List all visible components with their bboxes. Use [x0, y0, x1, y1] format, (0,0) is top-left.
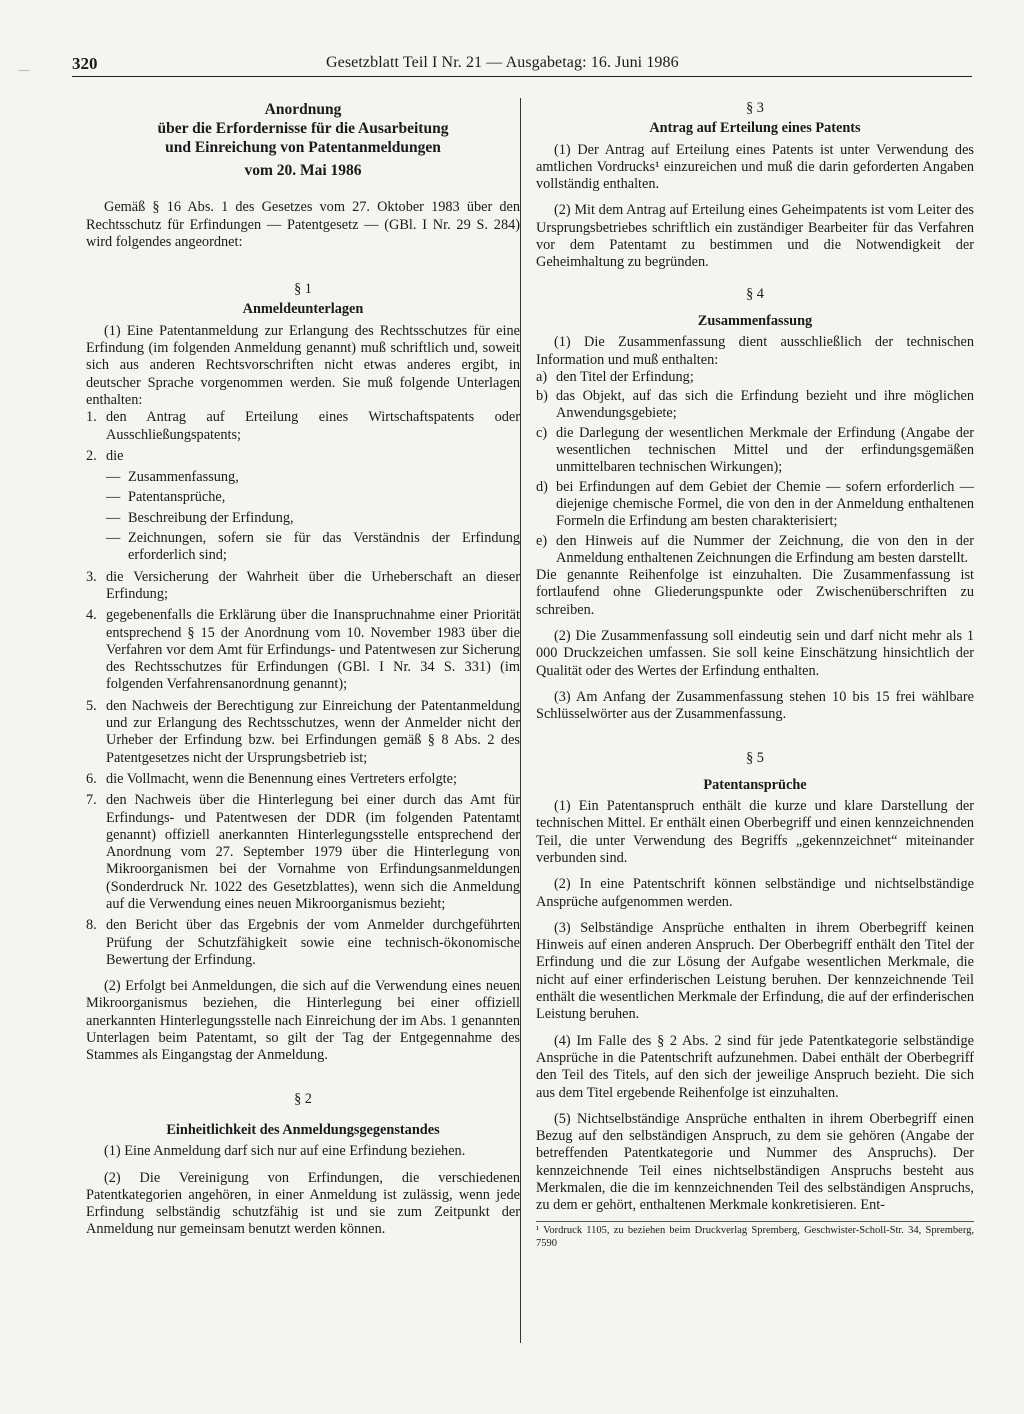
s1-paragraph-1: (1) Eine Patentanmeldung zur Erlangung des Rechtsschutzes für eine Erfindung (im folgenden Anmeldung genannt) muß schriftlich und, soweit sich aus anderen Rechtsvorschriften nicht etwas anderes ergibt, in deutscher Sprache vorgenommen werden. Sie muß folgende Unterlagen enthalten:	[86, 322, 520, 408]
s1-paragraph-2: (2) Erfolgt bei Anmeldungen, die sich auf die Verwendung eines neuen Mikroorganismus beziehen, die Hinterlegung bei einer offiziell anerkannten Hinterlegungsstelle nach Einreichung der im Abs. 1 genannten Unterlagen beim Patentamt, so gilt der Tag der Entgegennahme des Stammes als Eingangstag der Anmeldung.	[86, 978, 520, 1064]
list-item: 5. den Nachweis der Berechtigung zur Einreichung der Patentanmeldung und zur Erlangung des Rechtsschutzes, wenn der Anmelder nicht der Urheber der Erfindung bzw. bei Erfindungen gemäß § 8 Abs. 2 des Patentgesetzes nicht der Ursprungsbetrieb ist;	[86, 697, 520, 766]
page-header	[72, 54, 972, 76]
s5-paragraph-4: (4) Im Falle des § 2 Abs. 2 sind für jede Patentkategorie selbständige Ansprüche in die Patentschrift aufzunehmen. Dabei enthält der Oberbegriff den Teil des Titels, auf den sich der jeweilige Anspruch bezieht. Die sich aus dem Titel ergebende Reihenfolge ist einzuhalten.	[536, 1032, 974, 1101]
s5-paragraph-2: (2) In eine Patentschrift können selbständige und nichtselbständige Ansprüche aufgenommen werden.	[536, 876, 974, 910]
s5-paragraph-3: (3) Selbständige Ansprüche enthalten in ihrem Oberbegriff keinen Hinweis auf einen anderen Anspruch. Der Oberbegriff enthält den Titel der Erfindung und die zur Lösung der Aufgabe wesentlichen Merkmale, die nicht auf einer erfinderischen Leistung beruhen. Der kennzeichnende Teil enthält die wesentlichen Merkmale der Erfindung, die auf der erfinderischen Leistung beruhen.	[536, 919, 974, 1023]
sub-item: — Zusammenfassung,	[106, 469, 239, 486]
s2-paragraph-1: (1) Eine Anmeldung darf sich nur auf eine Erfindung beziehen.	[104, 1143, 466, 1160]
document-title-line3: und Einreichung von Patentanmeldungen	[165, 139, 441, 156]
s4-paragraph-1: (1) Die Zusammenfassung dient ausschließlich der technischen Information und muß enthalten:	[536, 334, 974, 368]
list-item: 7. den Nachweis über die Hinterlegung bei einer durch das Amt für Erfindungs- und Patentwesen der DDR (im folgenden Patentamt genannt) offiziell anerkannten Hinterlegungsstelle entsprechend der Anordnung vom 27. September 1979 über die Hinterlegung von Mikroorganismen bei der Vornahme von Erfindungsanmeldungen (Sonderdruck Nr. 1022 des Gesetzblattes), wenn sich die Anmeldung auf die Verwendung eines neuen Mikroorganismus bezieht;	[86, 792, 520, 912]
sub-item: — Beschreibung der Erfindung,	[106, 509, 294, 526]
section-4-title: Zusammenfassung	[697, 312, 813, 329]
s4-paragraph-3: (3) Am Anfang der Zusammenfassung stehen 10 bis 15 frei wählbare Schlüsselwörter aus der Zusammenfassung.	[536, 688, 974, 723]
sub-item: — Patentansprüche,	[106, 489, 226, 506]
document-date: vom 20. Mai 1986	[244, 162, 362, 179]
list-item: 2. die	[86, 447, 124, 464]
list-item: a) den Titel der Erfindung;	[536, 368, 694, 385]
section-2-title: Einheitlichkeit des Anmeldungsgegenstandes	[166, 1121, 440, 1138]
list-item: 6. die Vollmacht, wenn die Benennung eines Vertreters erfolgte;	[86, 770, 457, 787]
s4-paragraph-2: (2) Die Zusammenfassung soll eindeutig sein und darf nicht mehr als 1 000 Druckzeichen umfassen. Sie soll keine Einschätzung hinsichtlich der Qualität oder des Wertes der Erfindung enthalten.	[536, 628, 974, 679]
section-4-number: § 4	[746, 285, 764, 302]
s5-paragraph-1: (1) Ein Patentanspruch enthält die kurze und klare Darstellung der technischen Mittel. Er enthält einen Oberbegriff und einen kennzeichnenden Teil, die unter Verwendung des Begriffs „gekennzeichnet“ miteinander verbunden sind.	[536, 798, 974, 866]
document-title-line1: Anordnung	[264, 101, 342, 118]
page-number: 320	[72, 54, 98, 73]
list-item: 8. den Bericht über das Ergebnis der vom Anmelder durchgeführten Prüfung der Schutzfähigkeit sowie eine technisch-ökonomische Bewertung der Erfindung.	[86, 917, 520, 968]
header-title: Gesetzblatt Teil I Nr. 21 — Ausgabetag: 16. Juni 1986	[326, 54, 679, 71]
list-item: c) die Darlegung der wesentlichen Merkmale der Erfindung (Angabe der wesentlichen technischen Mittel und der erfindungsgemäßen unmittelbaren technischen Wirkungen);	[536, 424, 974, 476]
section-3-title: Antrag auf Erteilung eines Patents	[649, 120, 861, 137]
preamble: Gemäß § 16 Abs. 1 des Gesetzes vom 27. Oktober 1983 über den Rechtsschutz für Erfindungen — Patentgesetz — (GBl. I Nr. 29 S. 284) wird folgendes angeordnet:	[86, 199, 520, 250]
left-column	[86, 100, 520, 1239]
right-column	[536, 100, 974, 1250]
section-2-number: § 2	[294, 1090, 312, 1107]
section-1-title: Anmeldeunterlagen	[242, 301, 364, 318]
s5-paragraph-5: (5) Nichtselbständige Ansprüche enthalten in ihrem Oberbegriff einen Bezug auf den selbständigen Anspruch, zu dem sie gehören (Angabe der betreffenden Patentkategorie und Nummer des Anspruchs). Der kennzeichnende Teil eines nichtselbständigen Anspruchs besteht aus Merkmalen, die die im kennzeichnenden Teil des selbständigen Anspruchs, zu dem er gehört, enthaltenen Merkmale konkretisieren. Ent-	[536, 1110, 974, 1214]
margin-mark: —	[18, 62, 30, 76]
document-title-line2: über die Erfordernisse für die Ausarbeitung	[157, 120, 449, 137]
column-divider	[520, 98, 521, 1343]
list-item: 1. den Antrag auf Erteilung eines Wirtschaftspatents oder Ausschließungspatents;	[86, 409, 520, 443]
s2-paragraph-2: (2) Die Vereinigung von Erfindungen, die verschiedenen Patentkategorien angehören, in einer Anmeldung ist zulässig, wenn jede Erfindung selbständig schutzfähig ist und sie zum Zeitpunkt der Anmeldung nur gemeinsam benutzt werden können.	[86, 1169, 520, 1238]
list-item: 3. die Versicherung der Wahrheit über die Urheberschaft an dieser Erfindung;	[86, 568, 520, 602]
section-5-title: Patentansprüche	[703, 776, 807, 793]
s4-order-note: Die genannte Reihenfolge ist einzuhalten. Die Zusammenfassung ist fortlaufend ohne Gliederungspunkte oder Zwischenüberschriften zu schreiben.	[536, 567, 974, 618]
s3-paragraph-1: (1) Der Antrag auf Erteilung eines Patents ist unter Verwendung des amtlichen Vordrucks¹ einzureichen und muß die darin geforderten Angaben vollständig enthalten.	[536, 141, 974, 193]
list-item: b) das Objekt, auf das sich die Erfindung bezieht und ihre möglichen Anwendungsgebiete;	[536, 388, 974, 422]
sub-item: — Zeichnungen, sofern sie für das Verständnis der Erfindung erforderlich sind;	[106, 530, 520, 564]
list-item: d) bei Erfindungen auf dem Gebiet der Chemie — sofern erforderlich — diejenige chemische Formel, die von den in der Anmeldung enthaltenen Formeln die Erfindung am besten charakterisiert;	[536, 478, 974, 530]
section-1-number: § 1	[294, 281, 312, 298]
section-3-number: § 3	[746, 100, 764, 116]
footnote: ¹ Vordruck 1105, zu beziehen beim Druckverlag Spremberg, Geschwister-Scholl-Str. 34, Spremberg, 7590	[536, 1221, 974, 1250]
list-item: 4. gegebenenfalls die Erklärung über die Inanspruchnahme einer Priorität entsprechend § 15 der Anordnung vom 10. November 1983 über die Verfahren vor dem Amt für Erfindungs- und Patentwesen zur Sicherung des Rechtsschutzes für Erfindungen (GBl. I Nr. 34 S. 331) (im folgenden Verfahrensanordnung genannt);	[86, 607, 520, 693]
list-item: e) den Hinweis auf die Nummer der Zeichnung, die von den in der Anmeldung enthaltenen Zeichnungen die Erfindung am besten darstellt.	[536, 532, 974, 566]
s3-paragraph-2: (2) Mit dem Antrag auf Erteilung eines Geheimpatents ist vom Leiter des Ursprungsbetriebes schriftlich ein zuständiger Bearbeiter für das Verfahren vor dem Patentamt zu bestimmen und die Notwendigkeit der Geheimhaltung zu begründen.	[536, 202, 974, 271]
section-5-number: § 5	[746, 749, 764, 766]
header-rule	[72, 76, 972, 77]
